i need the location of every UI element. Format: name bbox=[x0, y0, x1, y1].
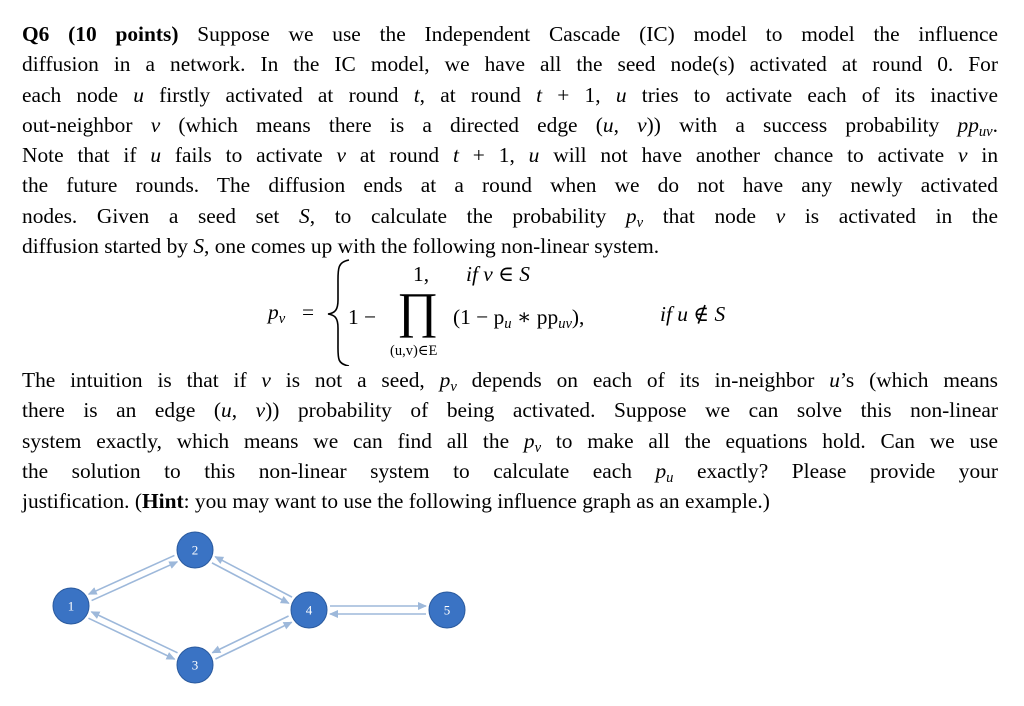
text-line: system exactly, which means we can find all the $p_v$ to make all the equations hold. Can we use bbox=[22, 428, 998, 456]
graph-node-label: 2 bbox=[191, 542, 199, 558]
formula-lhs: $p_v$ bbox=[268, 300, 286, 327]
graph-node-label: 1 bbox=[67, 598, 75, 614]
text-line: diffusion in a network. In the IC model, we have all the seed node(s) activated at round 0. For bbox=[22, 52, 998, 77]
edge-1-to-3 bbox=[88, 618, 174, 659]
edge-4-to-3 bbox=[212, 616, 288, 653]
question-intro bbox=[22, 19, 998, 261]
edge-3-to-4 bbox=[215, 622, 291, 659]
text-line: each node u firstly activated at round t, at round t + 1, u tries to activate each of its inactive bbox=[22, 82, 998, 107]
edge-4-to-2 bbox=[215, 557, 292, 597]
question-body bbox=[22, 365, 998, 516]
formula-product-symbol: ∏ bbox=[397, 282, 439, 338]
edge-2-to-4 bbox=[212, 563, 289, 603]
text-line: the solution to this non-linear system to calculate each $p_u$ exactly? Please provide your bbox=[22, 458, 999, 486]
text-line: Q6 (10 points) Suppose we use the Independent Cascade (IC) model to model the influence bbox=[22, 22, 998, 46]
formula-equals: = bbox=[302, 300, 315, 324]
text-line: justification. (Hint: you may want to use the following influence graph as an example.) bbox=[22, 489, 770, 514]
formula-case2-prefix: 1 − bbox=[348, 305, 377, 329]
graph-node-label: 5 bbox=[443, 602, 451, 618]
text-line: the future rounds. The diffusion ends at a round when we do not have any newly activated bbox=[22, 173, 998, 198]
text-line: out-neighbor v (which means there is a directed edge (u, v)) with a success probability $pp_{uv}$. bbox=[22, 112, 998, 140]
influence-graph bbox=[0, 520, 1024, 706]
text-line: Note that if u fails to activate v at round t + 1, u will not have another chance to activate v in bbox=[22, 143, 999, 168]
question-heading: Q6 (10 points) bbox=[22, 22, 198, 46]
edge-1-to-2 bbox=[92, 562, 178, 601]
formula-case2-factor: ($1 - p_u$ ∗ $pp_{uv}$), bbox=[453, 305, 585, 332]
nonlinear-system-formula bbox=[0, 250, 1024, 368]
formula-product-index: (u,v)∈E bbox=[390, 343, 438, 359]
graph-node-label: 4 bbox=[305, 602, 313, 618]
text-line: nodes. Given a seed set S, to calculate the probability $p_v$ that node v is activated in the bbox=[22, 203, 998, 231]
text-line: The intuition is that if v is not a seed, $p_v$ depends on each of its in-neighbor u’s (which means bbox=[22, 368, 998, 395]
text-line: there is an edge (u, v)) probability of being activated. Suppose we can solve this non-linear bbox=[22, 398, 998, 423]
formula-case2-condition: if u ∉ S bbox=[660, 302, 726, 326]
edge-2-to-1 bbox=[89, 555, 175, 594]
formula-case1-value: 1, bbox=[413, 262, 430, 286]
formula-case1-condition: if v ∈ S bbox=[466, 262, 530, 286]
graph-node-label: 3 bbox=[191, 657, 199, 673]
text-line: diffusion started by S, one comes up with the following non-linear system. bbox=[22, 234, 660, 259]
edge-3-to-1 bbox=[91, 612, 177, 653]
